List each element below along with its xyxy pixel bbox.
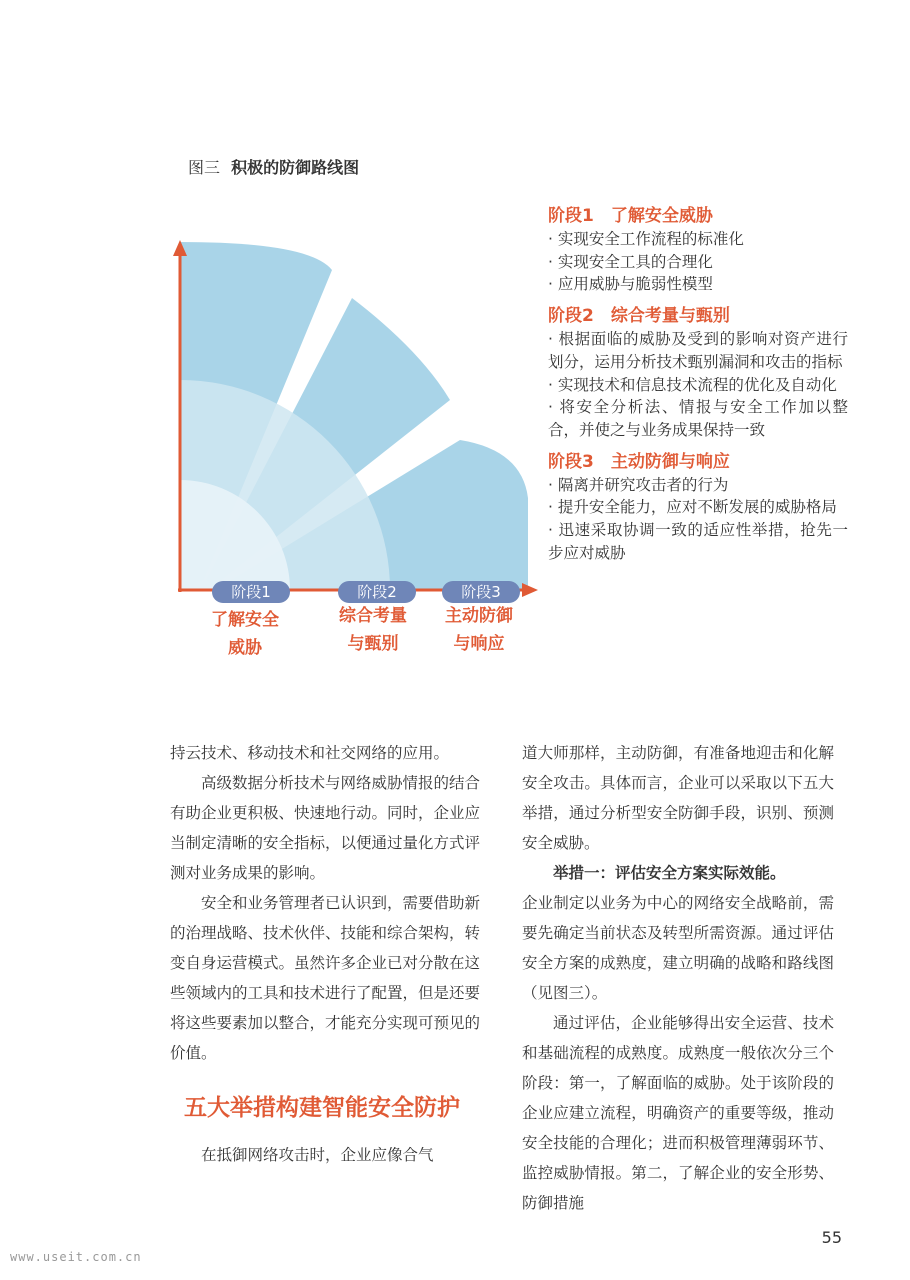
stage1-name: 了解安全 威胁	[211, 610, 279, 658]
stage2-pill: 阶段2	[338, 581, 416, 603]
figure-title: 积极的防御路线图	[231, 158, 360, 177]
right-text-column	[522, 738, 834, 1218]
defense-roadmap-diagram	[160, 230, 540, 670]
paragraph: 道大师那样，主动防御，有准备地迎击和化解安全攻击。具体而言，企业可以采取以下五大举措，通过分析型安全防御手段，识别、预测安全威胁。	[522, 744, 834, 852]
legend-heading-stage3: 阶段3 主动防御与响应	[548, 451, 730, 472]
legend-item: · 实现技术和信息技术流程的优化及自动化	[548, 375, 837, 394]
paragraph: 安全和业务管理者已认识到，需要借助新的治理战略、技术伙伴、技能和综合架构，转变自身运营模式。虽然许多企业已对分散在这些领域内的工具和技术进行了配置，但是还要将这些要素加以整合，才能充分实现可预见的价值。	[170, 894, 481, 1062]
measure-heading: 举措一：评估安全方案实际效能。	[553, 864, 786, 882]
figure-number: 图三	[188, 158, 221, 177]
left-text-column	[170, 738, 480, 1170]
legend-item: · 实现安全工作流程的标准化	[548, 230, 744, 248]
stage-legend	[548, 204, 848, 564]
stage1-pill: 阶段1	[212, 581, 290, 603]
legend-item: · 迅速采取协调一致的适应性举措，抢先一步应对威胁	[548, 521, 848, 562]
legend-item: · 根据面临的威胁及受到的影响对资产进行划分，运用分析技术甄别漏洞和攻击的指标	[548, 330, 848, 371]
figure-caption	[188, 155, 359, 178]
watermark: www.useit.com.cn	[10, 1250, 142, 1264]
stage3-pill: 阶段3	[442, 581, 520, 603]
page-number: 55	[821, 1228, 842, 1247]
legend-item: · 将安全分析法、情报与安全工作加以整合，并使之与业务成果保持一致	[548, 398, 848, 439]
paragraph: 持云技术、移动技术和社交网络的应用。	[170, 744, 450, 762]
legend-heading-stage1: 阶段1 了解安全威胁	[548, 206, 713, 226]
legend-heading-stage2: 阶段2 综合考量与甄别	[548, 306, 730, 327]
legend-item: · 实现安全工具的合理化	[548, 252, 713, 271]
paragraph: 企业制定以业务为中心的网络安全战略前，需要先确定当前状态及转型所需资源。通过评估安全方案的成熟度，建立明确的战略和路线图（见图三）。	[522, 894, 834, 1002]
legend-item: · 提升安全能力，应对不断发展的威胁格局	[548, 498, 837, 517]
x-arrow-head	[522, 583, 538, 597]
paragraph: 在抵御网络攻击时，企业应像合气	[201, 1146, 434, 1164]
paragraph: 高级数据分析技术与网络威胁情报的结合有助企业更积极、快速地行动。同时，企业应当制定清晰的安全指标，以便通过量化方式评测对业务成果的影响。	[170, 774, 481, 882]
section-heading: 五大举措构建智能安全防护	[184, 1095, 460, 1121]
stage3-name: 主动防御 与响应	[445, 606, 513, 654]
stage2-name: 综合考量 与甄别	[339, 606, 407, 654]
legend-item: · 隔离并研究攻击者的行为	[548, 475, 729, 494]
paragraph: 通过评估，企业能够得出安全运营、技术和基础流程的成熟度。成熟度一般依次分三个阶段：第一，了解面临的威胁。处于该阶段的企业应建立流程，明确资产的重要等级，推动安全技能的合理化；进而积极管理薄弱环节、监控威胁情报。第二，了解企业的安全形势、防御措施	[522, 1014, 834, 1212]
legend-item: · 应用威胁与脆弱性模型	[548, 275, 713, 294]
